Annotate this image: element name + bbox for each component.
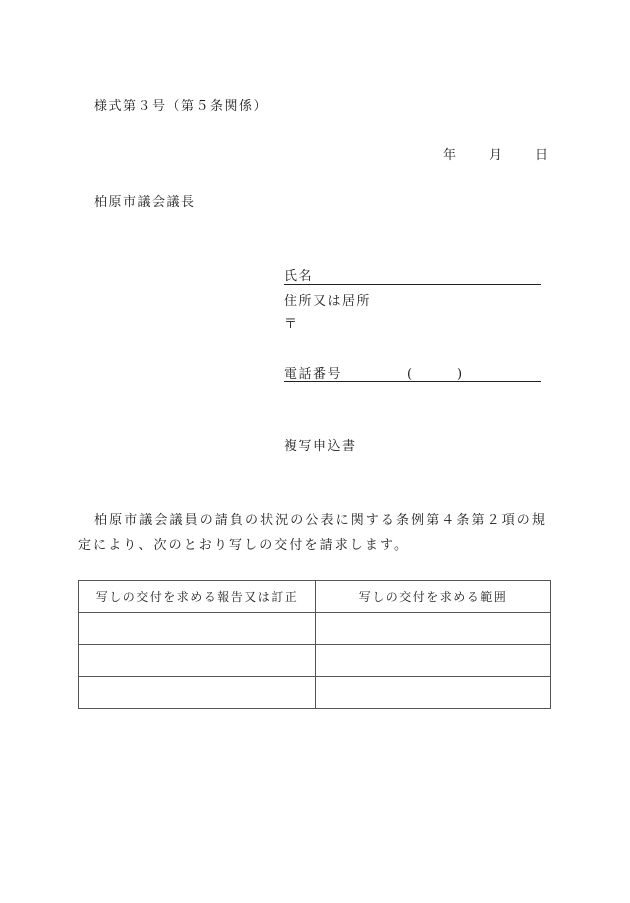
name-label: 氏名 [284, 269, 314, 284]
table-row [79, 613, 551, 645]
table-cell-scope[interactable] [316, 645, 551, 677]
table-cell-scope[interactable] [316, 613, 551, 645]
name-underline [284, 284, 541, 285]
addressee: 柏原市議会議長 [94, 195, 196, 210]
document-title: 複写申込書 [284, 439, 357, 454]
table-row [79, 677, 551, 709]
phone-paren-close: ) [457, 367, 464, 382]
table-cell-report[interactable] [79, 677, 316, 709]
table-cell-report[interactable] [79, 613, 316, 645]
phone-underline [284, 381, 541, 382]
form-number: 様式第３号（第５条関係） [94, 99, 269, 114]
table-cell-scope[interactable] [316, 677, 551, 709]
body-line-2: 定により、次のとおり写しの交付を請求します。 [78, 538, 410, 553]
table-cell-report[interactable] [79, 645, 316, 677]
postal-mark: 〒 [284, 317, 299, 332]
request-table [78, 580, 551, 709]
address-label: 住所又は居所 [284, 294, 372, 309]
table-row [79, 645, 551, 677]
phone-label: 電話番号 [284, 367, 343, 382]
date-day: 日 [535, 148, 550, 163]
table-header-row [79, 581, 551, 613]
body-line-1: 柏原市議会議員の請負の状況の公表に関する条例第４条第２項の規 [94, 513, 548, 528]
table-header-scope: 写しの交付を求める範囲 [316, 581, 551, 613]
date-year: 年 [443, 148, 458, 163]
phone-paren-open: ( [407, 367, 414, 382]
date-month: 月 [489, 148, 504, 163]
table-header-report: 写しの交付を求める報告又は訂正 [79, 581, 316, 613]
